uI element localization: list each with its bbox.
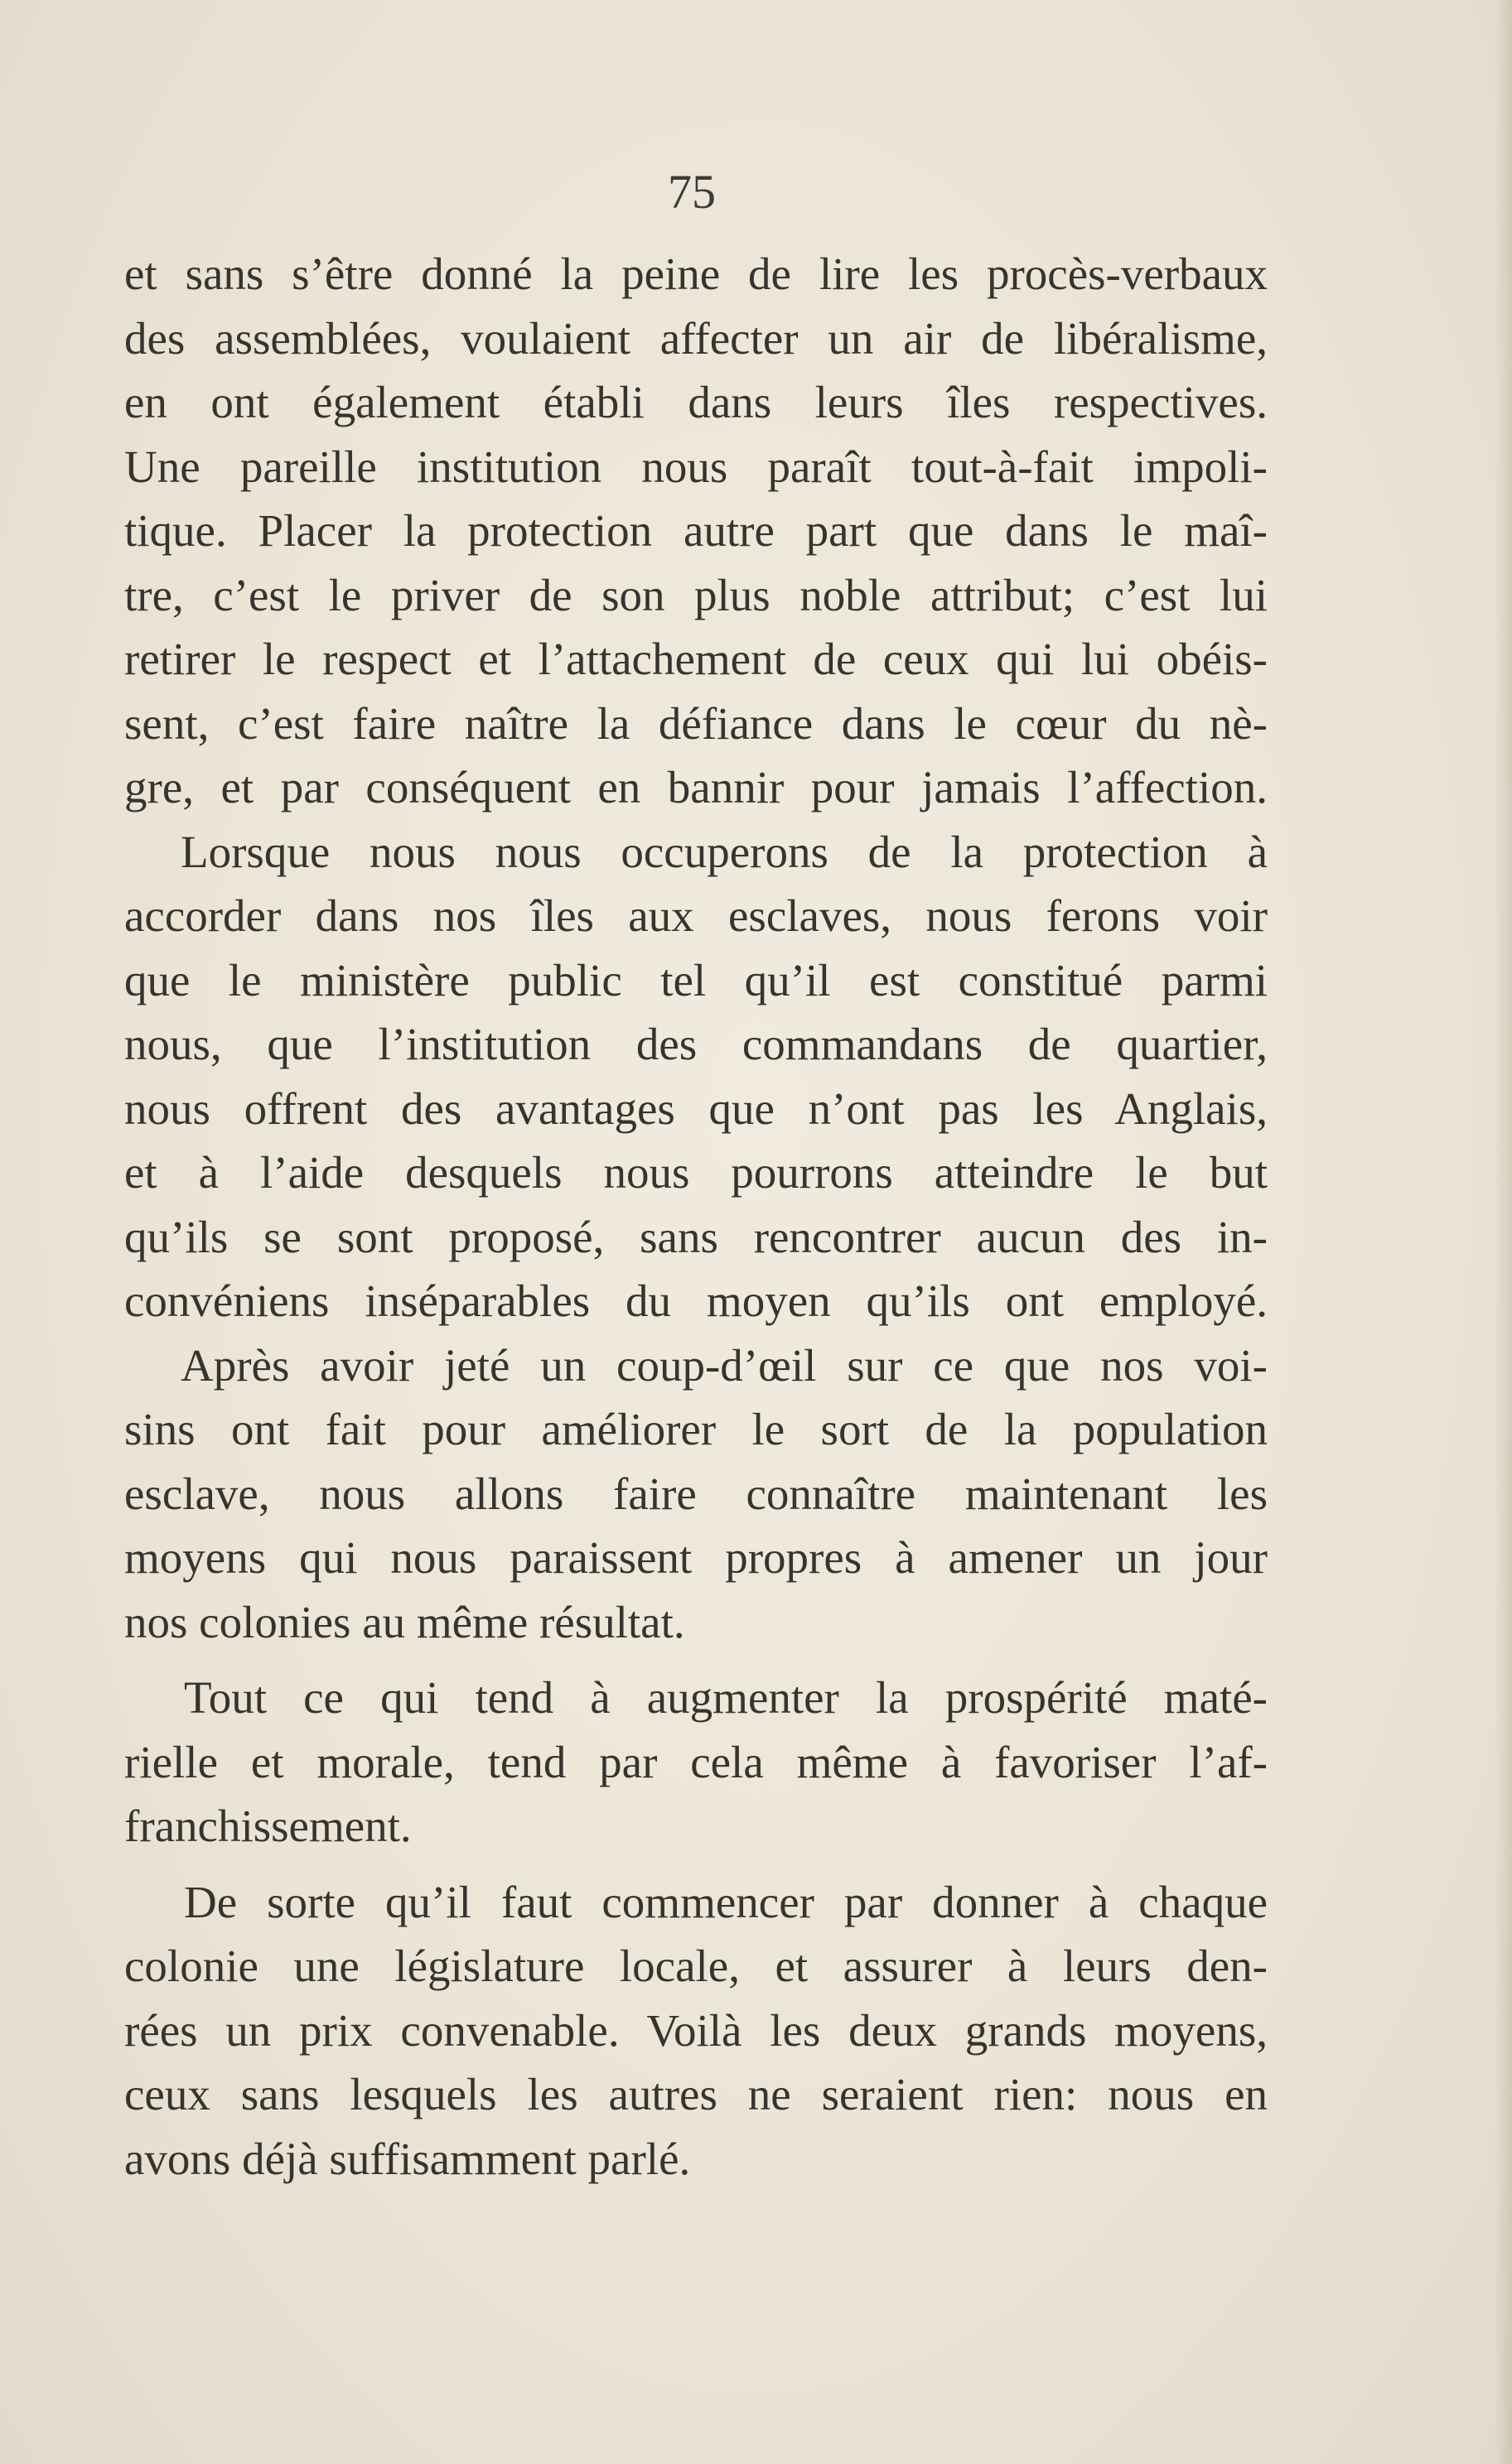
text-line: tre, c’est le priver de son plus noble attribut; c’est lui <box>124 569 1268 620</box>
text-line: gre, et par conséquent en bannir pour jamais l’affection. <box>124 762 1268 812</box>
paragraph <box>124 242 1268 820</box>
text-line: Lorsque nous nous occuperons de la protection à <box>181 826 1268 877</box>
text-line: en ont également établi dans leurs îles respectives. <box>124 377 1268 427</box>
page-edge-shadow <box>1494 0 1512 2464</box>
paragraph <box>124 820 1268 1333</box>
text-line: accorder dans nos îles aux esclaves, nous ferons voir <box>124 890 1268 941</box>
text-line: que le ministère public tel qu’il est constitué parmi <box>124 954 1268 1005</box>
text-line: nos colonies au même résultat. <box>124 1596 685 1647</box>
text-line: qu’ils se sont proposé, sans rencontrer aucun des in- <box>124 1211 1268 1262</box>
text-line: nous offrent des avantages que n’ont pas les Anglais, <box>124 1083 1268 1134</box>
text-line: sent, c’est faire naître la défiance dans le cœur du nè- <box>124 697 1268 749</box>
text-line: des assemblées, voulaient affecter un air de libéralisme, <box>124 312 1268 364</box>
text-line: et sans s’être donné la peine de lire les procès-verbaux <box>124 248 1268 299</box>
paragraph-gap <box>124 1859 1268 1870</box>
paragraph <box>124 1666 1268 1859</box>
text-line: Une pareille institution nous paraît tout-à-fait impoli- <box>124 441 1268 492</box>
text-line: esclave, nous allons faire connaître maintenant les <box>124 1468 1268 1519</box>
text-line: sins ont fait pour améliorer le sort de la population <box>124 1404 1268 1454</box>
paragraph-gap <box>124 1654 1268 1666</box>
text-line: colonie une législature locale, et assurer à leurs den- <box>124 1941 1268 1991</box>
text-line: rielle et morale, tend par cela même à favoriser l’af- <box>124 1736 1268 1787</box>
text-line: Tout ce qui tend à augmenter la prospérité maté- <box>184 1672 1268 1723</box>
text-line: De sorte qu’il faut commencer par donner à chaque <box>184 1876 1268 1927</box>
paragraph <box>124 1870 1268 2192</box>
text-line: Après avoir jeté un coup-d’œil sur ce que nos voi- <box>181 1339 1268 1391</box>
text-line: tique. Placer la protection autre part que dans le maî- <box>124 505 1268 556</box>
text-line: ceux sans lesquels les autres ne seraient rien: nous en <box>124 2069 1268 2119</box>
paragraph <box>124 1333 1268 1655</box>
text-line: avons déjà suffisamment parlé. <box>124 2133 691 2184</box>
text-line: et à l’aide desquels nous pourrons atteindre le but <box>124 1147 1268 1198</box>
text-line: rées un prix convenable. Voilà les deux grands moyens, <box>124 2004 1268 2056</box>
text-line: retirer le respect et l’attachement de ceux qui lui obéis- <box>124 634 1268 684</box>
text-line: franchissement. <box>124 1801 412 1851</box>
text-line: nous, que l’institution des commandans de quartier, <box>124 1019 1268 1069</box>
page-number: 75 <box>668 165 716 219</box>
text-line: convéniens inséparables du moyen qu’ils ont employé. <box>124 1275 1268 1326</box>
text-line: moyens qui nous paraissent propres à amener un jour <box>124 1532 1268 1583</box>
body-text <box>124 242 1268 2191</box>
